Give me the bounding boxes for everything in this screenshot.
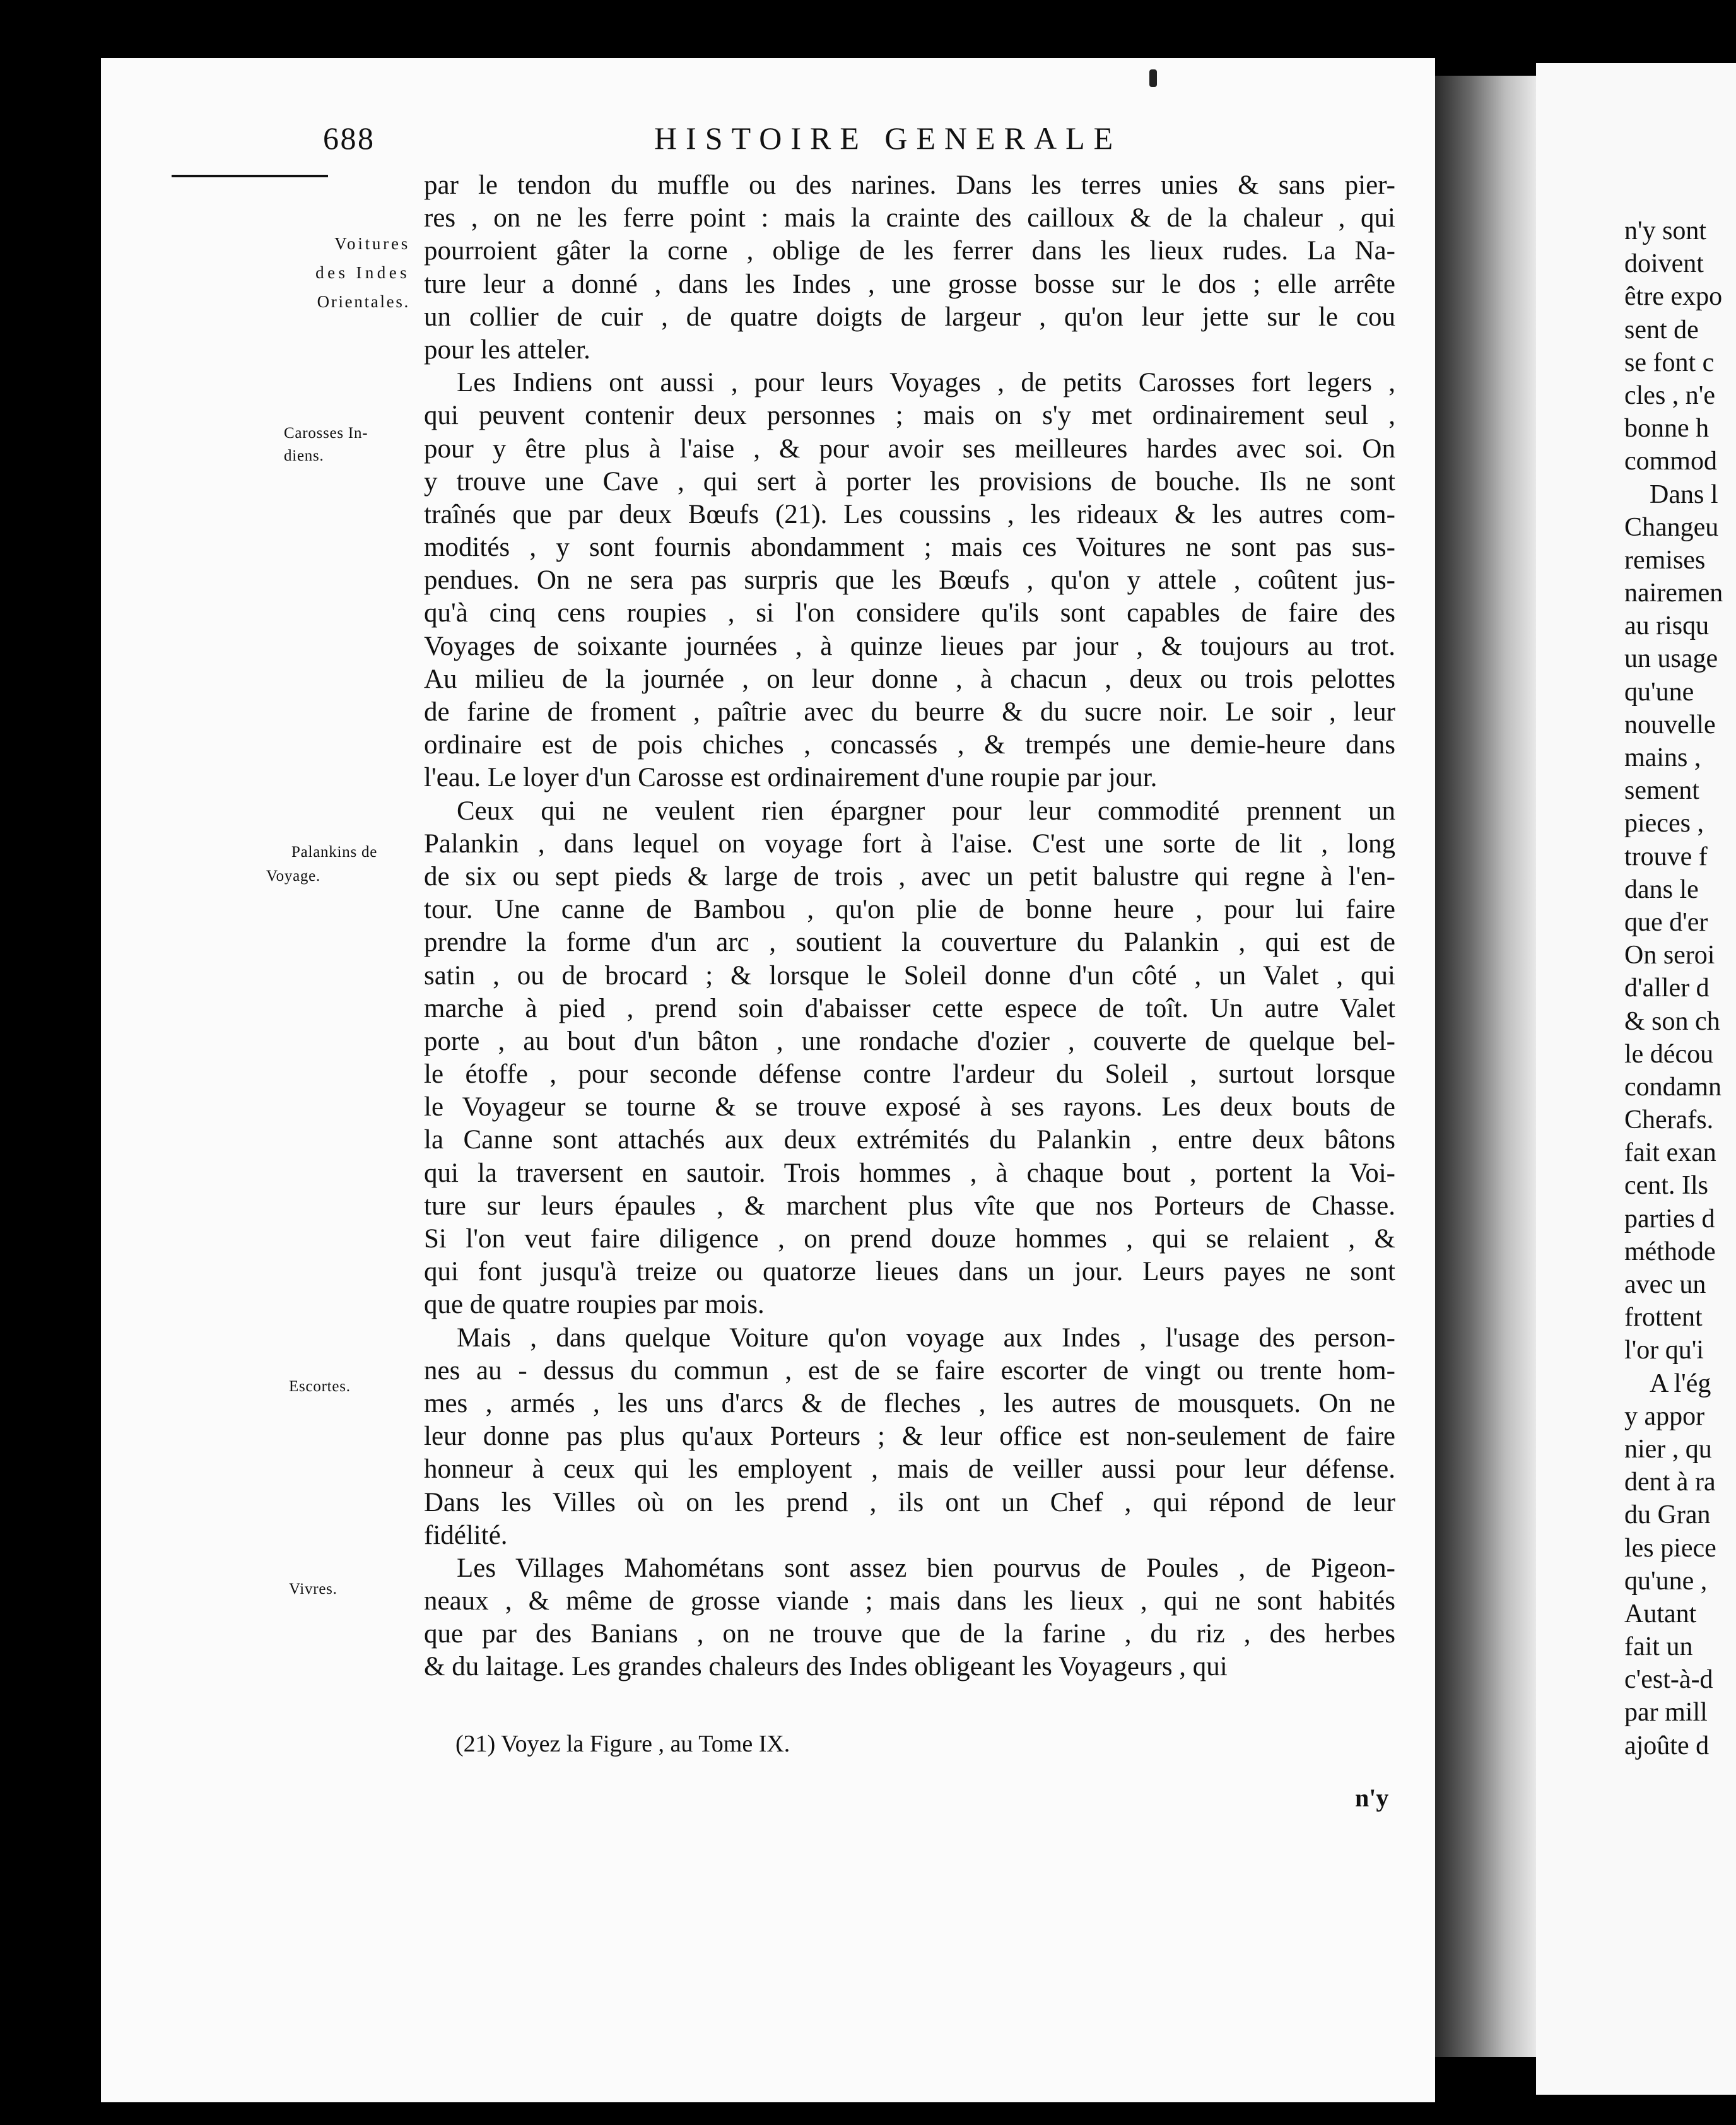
right-page-line: A l'ég <box>1650 1369 1711 1398</box>
body-line: pendues. On ne sera pas surpris que les Bœufs , qu'on y attele , coûtent jus- <box>424 565 1395 596</box>
body-line: & du laitage. Les grandes chaleurs des Indes obligeant les Voyageurs , qui <box>424 1652 1228 1682</box>
right-page-line: sent de <box>1624 315 1699 344</box>
right-page-line: d'aller d <box>1624 974 1710 1003</box>
body-line: qui peuvent contenir deux personnes ; mais on s'y met ordinairement seul , <box>424 401 1395 431</box>
right-page-line: bonne h <box>1624 414 1710 444</box>
right-page-line: nouvelle <box>1624 710 1716 739</box>
body-line: honneur à ceux qui les employent , mais de veiller aussi pour leur défense. <box>424 1454 1395 1485</box>
right-page-line: On seroi <box>1624 941 1715 970</box>
right-page-line: méthode <box>1624 1237 1716 1266</box>
right-page-line: fait un <box>1624 1632 1693 1662</box>
body-line: neaux , & même de grosse viande ; mais dans les lieux , qui ne sont habités <box>424 1586 1395 1616</box>
right-page-line: Dans l <box>1650 480 1718 509</box>
sidenote-escortes <box>289 1372 428 1401</box>
right-page-line: cles , n'e <box>1624 380 1716 410</box>
right-page-line: un usage <box>1624 644 1718 674</box>
body-line: qui font jusqu'à treize ou quatorze lieues dans un jour. Leurs payes ne sont <box>424 1257 1395 1287</box>
sidenote-carosses <box>284 419 423 464</box>
ink-mark <box>1149 69 1157 87</box>
right-page-line: fait exan <box>1624 1138 1716 1168</box>
body-line: traînés que par deux Bœufs (21). Les coussins , les rideaux & les autres com- <box>424 499 1395 529</box>
body-line: le étoffe , pour seconde défense contre l'ardeur du Soleil , surtout lorsque <box>424 1059 1395 1090</box>
sidenote-palankins <box>266 838 430 886</box>
right-page-line: c'est-à-d <box>1624 1665 1713 1695</box>
right-page-line: cent. Ils <box>1624 1171 1708 1201</box>
right-page-line: pieces , <box>1624 809 1704 839</box>
right-page-line: du Gran <box>1624 1500 1711 1530</box>
body-line: Mais , dans quelque Voiture qu'on voyage aux Indes , l'usage des person- <box>457 1322 1395 1353</box>
sidenote-voitures <box>151 229 416 316</box>
body-line: pour y être plus à l'aise , & pour avoir ses meilleures hardes avec soi. On <box>424 433 1395 464</box>
body-line: pourroient gâter la corne , oblige de les ferrer dans les lieux rudes. La Na- <box>424 236 1395 266</box>
right-page-line: trouve f <box>1624 842 1708 871</box>
right-page-line: l'or qu'i <box>1624 1336 1704 1365</box>
body-line: porte , au bout d'un bâton , une rondache d'ozier , couverte de quelque bel- <box>424 1026 1395 1056</box>
running-title: HISTOIRE GENERALE <box>654 121 1122 156</box>
body-line: ture leur a donné , dans les Indes , une grosse bosse sur le dos ; elle arrête <box>424 269 1395 299</box>
book-gutter <box>1435 76 1536 2057</box>
right-page-line: commod <box>1624 447 1717 476</box>
right-page-line: qu'une , <box>1624 1566 1708 1596</box>
body-line: que de quatre roupies par mois. <box>424 1290 765 1320</box>
body-line: que par des Banians , on ne trouve que de la farine , du riz , des herbes <box>424 1619 1395 1649</box>
body-line: fidélité. <box>424 1520 508 1550</box>
body-line: le Voyageur se tourne & se trouve exposé à ses rayons. Les deux bouts de <box>424 1092 1395 1122</box>
right-page-line: & son ch <box>1624 1006 1720 1036</box>
body-line: satin , ou de brocard ; & lorsque le Soleil donne d'un côté , un Valet , qui <box>424 960 1395 991</box>
body-line: mes , armés , les uns d'arcs & de fleches , les autres de mousquets. On ne <box>424 1388 1395 1418</box>
sidenote-line: Voitures <box>334 234 410 253</box>
right-page-line: ajoûte d <box>1624 1731 1710 1760</box>
right-page-line: parties d <box>1624 1204 1715 1233</box>
body-line: Palankin , dans lequel on voyage fort à l'aise. C'est une sorte de lit , long <box>424 828 1395 859</box>
right-page-line: être expo <box>1624 282 1723 312</box>
right-page-line: les piece <box>1624 1533 1716 1563</box>
right-page-line: sement <box>1624 776 1699 806</box>
body-line: nes au - dessus du commun , est de se faire escorter de vingt ou trente hom- <box>424 1355 1395 1386</box>
sidenote-line: diens. <box>284 447 324 464</box>
right-page-line: mains , <box>1624 743 1701 772</box>
right-page-line: par mill <box>1624 1698 1708 1728</box>
body-line: la Canne sont attachés aux deux extrémités du Palankin , entre deux bâtons <box>424 1125 1395 1155</box>
right-page-line: n'y sont <box>1624 216 1707 245</box>
right-page-line: le décou <box>1624 1039 1714 1069</box>
body-line: un collier de cuir , de quatre doigts de largeur , qu'on leur jette sur le cou <box>424 302 1395 332</box>
sidenote-vivres <box>289 1575 428 1604</box>
body-line: de farine de froment , paîtrie avec du beurre & du sucre noir. Le soir , leur <box>424 697 1395 727</box>
body-line: pour les atteler. <box>424 334 590 365</box>
body-line: qui la traversent en sautoir. Trois hommes , à chaque bout , portent la Voi- <box>424 1158 1395 1188</box>
sidenote-line: Vivres. <box>289 1581 337 1598</box>
footnote: (21) Voyez la Figure , au Tome IX. <box>455 1731 790 1757</box>
sidenote-line: Voyage. <box>266 868 321 885</box>
right-page-line: y appor <box>1624 1401 1705 1431</box>
sidenote-line: Carosses In- <box>284 425 368 442</box>
body-line: l'eau. Le loyer d'un Carosse est ordinairement d'une roupie par jour. <box>424 763 1158 793</box>
sidenote-rule <box>172 175 328 177</box>
body-line: Les Villages Mahométans sont assez bien pourvus de Poules , de Pigeon- <box>457 1553 1395 1583</box>
right-page-line: remises <box>1624 545 1706 575</box>
catchword: n'y <box>1355 1784 1389 1812</box>
body-text <box>424 169 1395 1684</box>
body-line: qu'à cinq cens roupies , si l'on considere qu'ils sont capables de faire des <box>424 598 1395 628</box>
sidenote-line: des Indes <box>315 263 410 282</box>
right-page-line: dent à ra <box>1624 1468 1716 1497</box>
body-line: res , on ne les ferre point : mais la crainte des cailloux & de la chaleur , qui <box>424 203 1395 233</box>
body-line: y trouve une Cave , qui sert à porter les provisions de bouche. Ils ne sont <box>424 466 1395 497</box>
right-page-line: condamn <box>1624 1072 1721 1102</box>
sidenote-line: Palankins de <box>291 844 378 861</box>
body-line: Les Indiens ont aussi , pour leurs Voyages , de petits Carosses fort legers , <box>457 368 1395 398</box>
body-line: Si l'on veut faire diligence , on prend douze hommes , qui se relaient , & <box>424 1224 1395 1254</box>
right-page-line: que d'er <box>1624 907 1708 937</box>
right-page-line: Autant <box>1624 1599 1697 1628</box>
right-page-line: Changeu <box>1624 512 1719 542</box>
right-page-line: se font c <box>1624 348 1715 377</box>
body-line: par le tendon du muffle ou des narines. Dans les terres unies & sans pier- <box>424 170 1395 200</box>
right-page-line: frottent <box>1624 1303 1703 1333</box>
sidenote-line: Orientales. <box>317 292 410 311</box>
right-page-line: Cherafs. <box>1624 1105 1714 1135</box>
sidenote-line: Escortes. <box>289 1378 351 1395</box>
body-line: de six ou sept pieds & large de trois , avec un petit balustre qui regne à l'en- <box>424 861 1395 892</box>
body-line: tour. Une canne de Bambou , qu'on plie de bonne heure , pour lui faire <box>424 895 1395 925</box>
body-line: Dans les Villes où on les prend , ils ont un Chef , qui répond de leur <box>424 1487 1395 1517</box>
body-line: Ceux qui ne veulent rien épargner pour leur commodité prennent un <box>457 796 1395 826</box>
right-page-line: nairemen <box>1624 579 1723 608</box>
right-page-line: doivent <box>1624 249 1704 279</box>
right-page-line: avec un <box>1624 1270 1706 1299</box>
body-line: leur donne pas plus qu'aux Porteurs ; & leur office est non-seulement de faire <box>424 1422 1395 1452</box>
right-page-text <box>1624 215 1736 1762</box>
body-line: Voyages de soixante journées , à quinze lieues par jour , & toujours au trot. <box>424 631 1395 661</box>
body-line: prendre la forme d'un arc , soutient la couverture du Palankin , qui est de <box>424 927 1395 958</box>
page-number: 688 <box>323 121 375 156</box>
right-page-line: au risqu <box>1624 611 1710 641</box>
right-page-line: qu'une <box>1624 677 1694 707</box>
body-line: marche à pied , prend soin d'abaisser cette espece de toît. Un autre Valet <box>424 993 1395 1023</box>
body-line: Au milieu de la journée , on leur donne , à chacun , deux ou trois pelottes <box>424 664 1395 694</box>
right-page-line: dans le <box>1624 874 1699 904</box>
body-line: modités , y sont fournis abondamment ; mais ces Voitures ne sont pas sus- <box>424 533 1395 563</box>
body-line: ordinaire est de pois chiches , concassés , & trempés une demie-heure dans <box>424 730 1395 760</box>
body-line: ture sur leurs épaules , & marchent plus vîte que nos Porteurs de Chasse. <box>424 1191 1395 1221</box>
right-page-line: nier , qu <box>1624 1434 1712 1464</box>
